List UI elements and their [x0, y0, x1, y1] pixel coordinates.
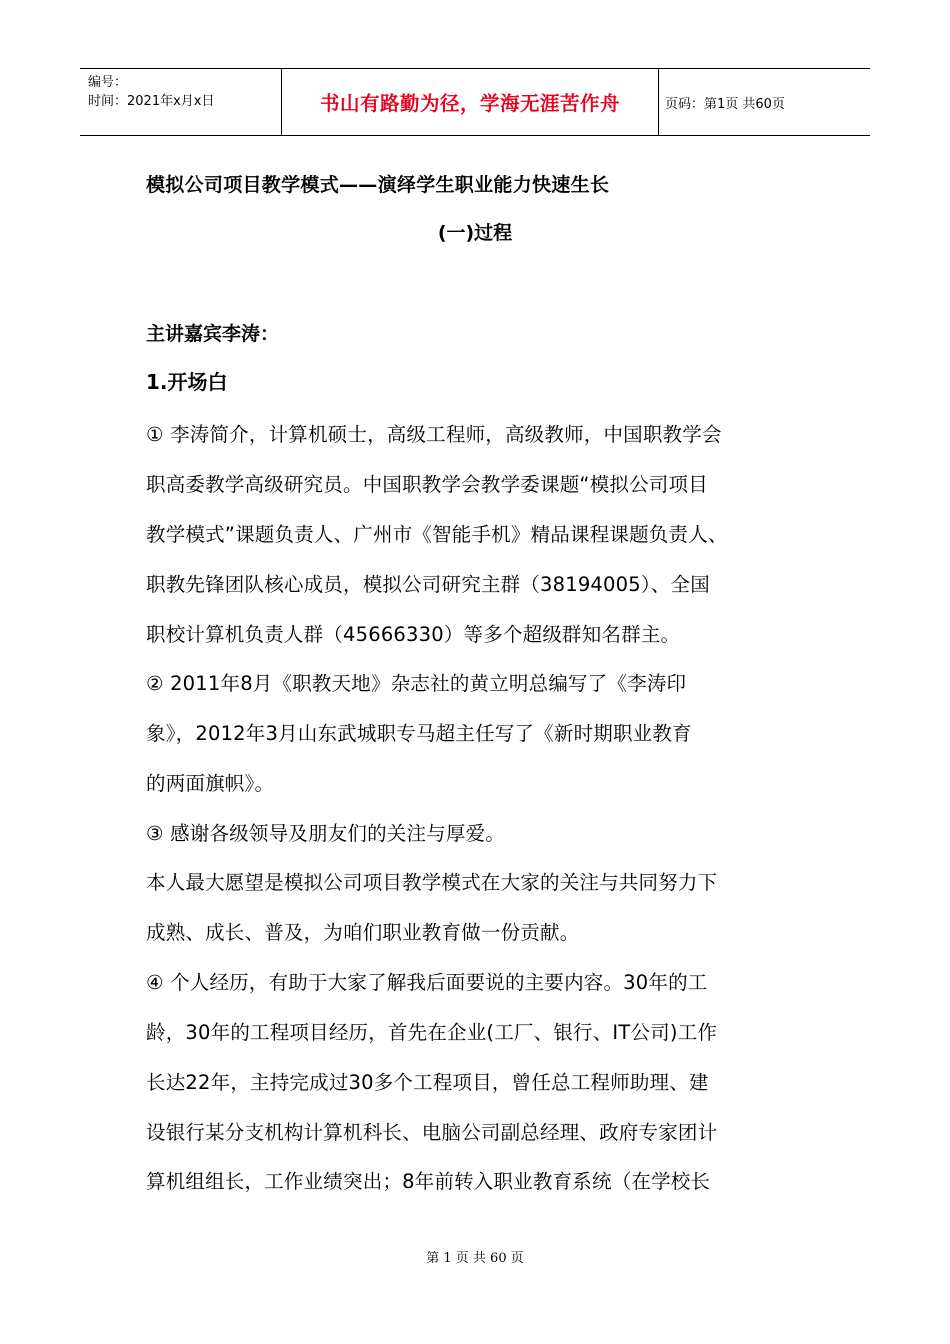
- body-line: 职高委教学高级研究员。中国职教学会教学委课题“模拟公司项目: [146, 473, 708, 496]
- body-line: 教学模式”课题负责人、广州市《智能手机》精品课程课题负责人、: [146, 523, 728, 546]
- serial-number-label: 编号：: [88, 75, 128, 90]
- body-line: ② 2011年8月《职教天地》杂志社的黄立明总编写了《李涛印: [146, 672, 687, 695]
- section-heading: 1.开场白: [146, 370, 228, 394]
- header-motto-cell: [282, 69, 659, 135]
- document-subtitle: (一)过程: [437, 222, 513, 244]
- body-line: ① 李涛简介，计算机硕士，高级工程师，高级教师，中国职教学会: [146, 423, 722, 446]
- body-line: ③ 感谢各级领导及朋友们的关注与厚爱。: [146, 822, 505, 845]
- body-line: 本人最大愿望是模拟公司项目教学模式在大家的关注与共同努力下: [146, 871, 718, 894]
- body-line: ④ 个人经历，有助于大家了解我后面要说的主要内容。30年的工: [146, 971, 708, 994]
- body-line: 成熟、成长、普及，为咱们职业教育做一份贡献。: [146, 921, 580, 944]
- body-line: 职教先锋团队核心成员，模拟公司研究主群（38194005）、全国: [146, 573, 710, 596]
- document-title: 模拟公司项目教学模式——演绎学生职业能力快速生长: [146, 174, 610, 196]
- body-line: 象》，2012年3月山东武城职专马超主任写了《新时期职业教育: [146, 722, 692, 745]
- header-page-cell: [659, 69, 870, 135]
- body-line: 职校计算机负责人群（45666330）等多个超级群知名群主。: [146, 623, 681, 646]
- body-line: 设银行某分支机构计算机科长、电脑公司副总经理、政府专家团计: [146, 1121, 718, 1144]
- body-line: 长达22年，主持完成过30多个工程项目，曾任总工程师助理、建: [146, 1071, 709, 1094]
- page-info: 页码：第1页 共60页: [665, 96, 785, 112]
- body-line: 龄，30年的工程项目经历，首先在企业(工厂、银行、IT公司)工作: [146, 1021, 718, 1044]
- document-header: [80, 68, 870, 136]
- time-label: 时间：2021年x月x日: [88, 94, 215, 109]
- page-footer: 第 1 页 共 60 页: [426, 1251, 524, 1266]
- body-line: 算机组组长，工作业绩突出；8年前转入职业教育系统（在学校长: [146, 1170, 711, 1193]
- body-line: 的两面旗帜》。: [146, 772, 275, 795]
- header-meta-cell: [80, 69, 282, 135]
- motto-text: 书山有路勤为径，学海无涯苦作舟: [319, 92, 620, 115]
- presenter-heading: 主讲嘉宾李涛：: [146, 323, 280, 345]
